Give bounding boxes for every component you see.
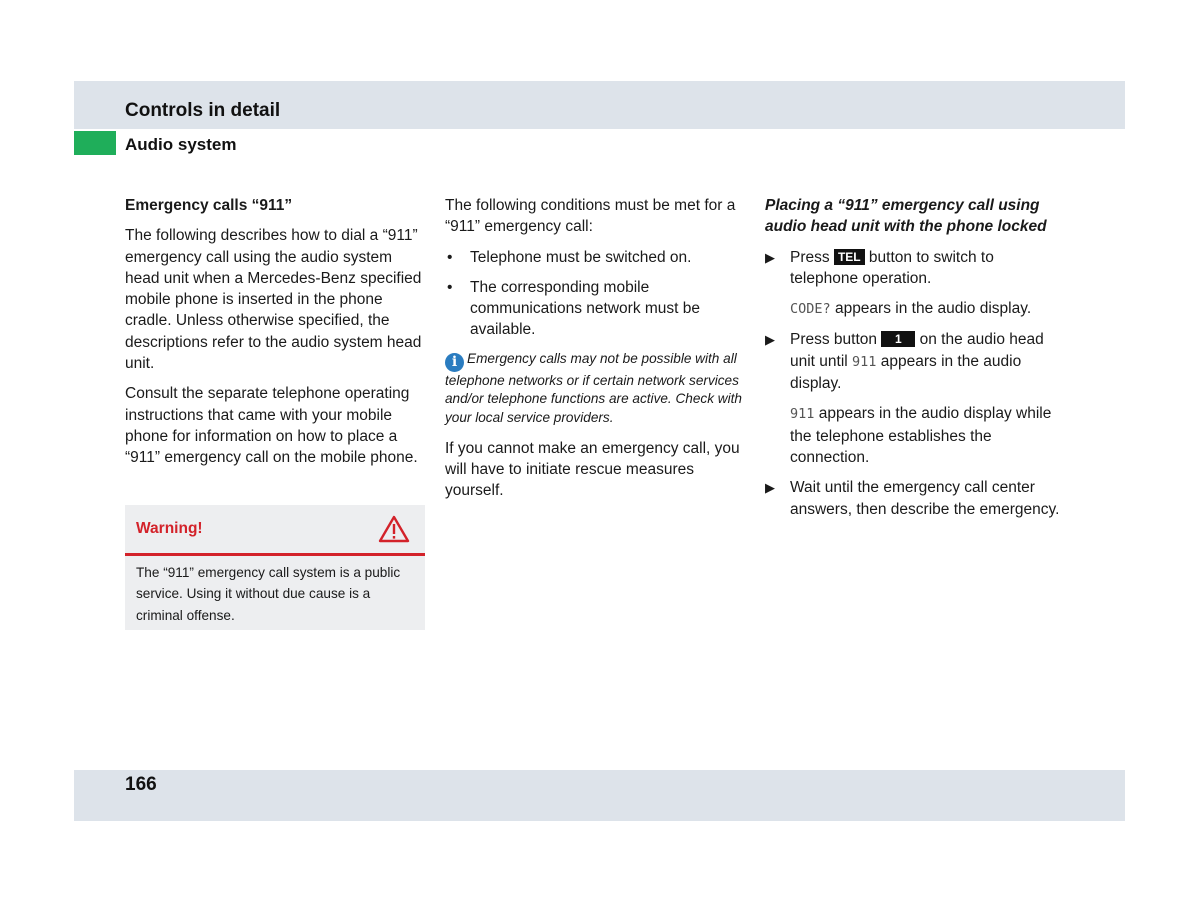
step-result-text: appears in the audio display while the telephone establishes the connection.	[790, 405, 1052, 466]
steps-list	[765, 329, 1065, 394]
bullet-icon: •	[447, 278, 453, 296]
footer-band	[74, 770, 1125, 821]
column-middle	[445, 195, 745, 510]
warning-triangle-icon	[378, 515, 410, 543]
display-code: 911	[852, 353, 877, 370]
step-result-text: appears in the audio display.	[830, 300, 1032, 318]
warning-title: Warning!	[136, 520, 203, 537]
tel-key-icon: TEL	[834, 249, 865, 265]
list-item	[765, 247, 1065, 290]
step-result	[765, 298, 1065, 320]
info-note-text: Emergency calls may not be possible with all telephone networks or if certain network services and/or telephone functions are active. Check with your local service providers.	[445, 350, 742, 425]
column-right	[765, 195, 1065, 529]
page-title: Controls in detail	[125, 100, 281, 121]
warning-header	[125, 505, 425, 556]
step-text: Press button	[790, 331, 882, 349]
step-result	[765, 403, 1065, 468]
arrow-right-icon: ▶	[765, 480, 775, 496]
list-item	[765, 477, 1065, 520]
conditions-intro: The following conditions must be met for a “911” emergency call:	[445, 197, 736, 236]
condition-text: The corresponding mobile communications network must be available.	[470, 278, 701, 339]
display-code: CODE?	[790, 301, 831, 318]
rescue-paragraph: If you cannot make an emergency call, you will have to initiate rescue measures yourself.	[445, 439, 740, 500]
warning-box	[125, 505, 425, 630]
button-1-key-icon: 1	[881, 331, 915, 347]
emergency-calls-heading: Emergency calls “911”	[125, 197, 293, 214]
step-text: on the audio head unit until	[790, 331, 1044, 370]
list-item	[765, 329, 1065, 394]
placing-call-heading: Placing a “911” emergency call using audio head unit with the phone locked	[765, 197, 1047, 236]
bullet-icon: •	[447, 248, 453, 266]
info-icon: i	[445, 353, 464, 372]
condition-text: Telephone must be switched on.	[470, 248, 692, 266]
conditions-list	[445, 247, 745, 341]
steps-list	[765, 247, 1065, 290]
step-text: appears in the audio display.	[790, 352, 1022, 393]
section-color-tab	[74, 131, 116, 155]
step-text: button to switch to telephone operation.	[790, 248, 994, 287]
arrow-right-icon: ▶	[765, 249, 775, 265]
steps-list	[765, 477, 1065, 520]
operating-instructions-paragraph: Consult the separate telephone operating instructions that came with your mobile phone for information on how to place a “911” emergency call on the mobile phone.	[125, 385, 418, 467]
arrow-right-icon: ▶	[765, 332, 775, 348]
warning-text: The “911” emergency call system is a public service. Using it without due cause is a criminal offense.	[136, 565, 401, 623]
info-note	[445, 350, 745, 428]
page-number: 166	[125, 774, 157, 795]
display-code: 911	[790, 406, 815, 423]
section-title: Audio system	[125, 135, 237, 154]
intro-paragraph: The following describes how to dial a “911” emergency call using the audio system head unit when a Mercedes-Benz specified mobile phone is inserted in the phone cradle. Unless otherwise specified, the descriptions refer to the audio system head unit.	[125, 227, 422, 373]
list-item	[445, 277, 745, 341]
step-text: Wait until the emergency call center answers, then describe the emergency.	[790, 479, 1060, 518]
column-left	[125, 195, 425, 478]
list-item	[445, 247, 745, 268]
step-text: Press	[790, 248, 834, 266]
